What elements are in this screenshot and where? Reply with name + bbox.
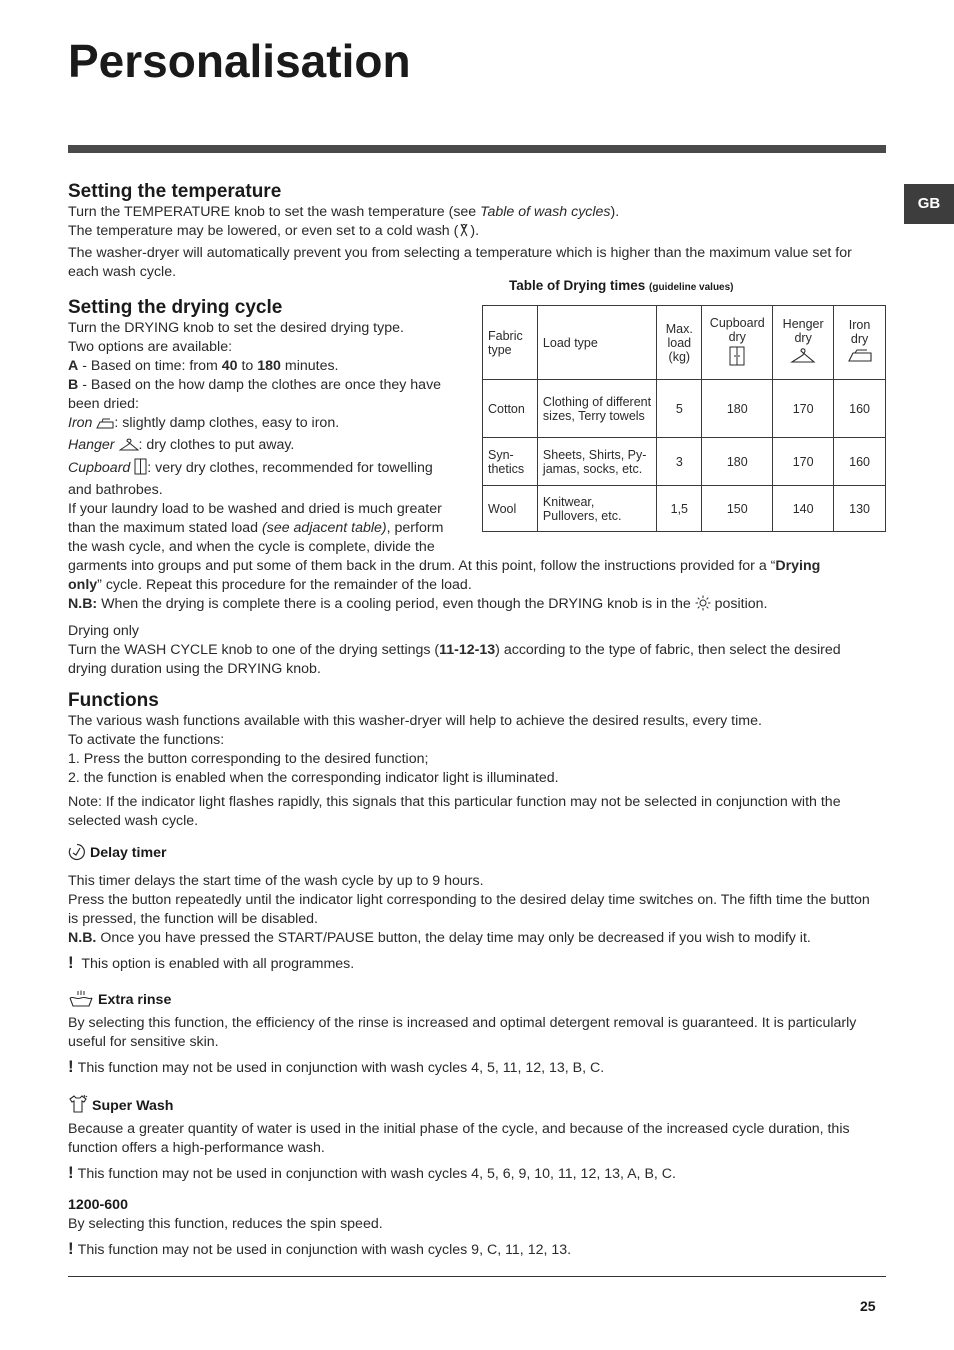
drying-only-heading: Drying only — [68, 623, 139, 639]
super-wash-warning: ! This function may not be used in conjunction with wash cycles 4, 5, 6, 9, 10, 11, 12, 13, A, B, C. — [68, 1163, 676, 1182]
warning-icon: ! — [68, 1239, 74, 1258]
header-max-load: Max. load (kg) — [657, 306, 702, 380]
extra-rinse-icon — [68, 990, 94, 1014]
super-wash-heading: Super Wash — [68, 1094, 886, 1120]
drying-heading: Setting the drying cycle — [68, 297, 283, 318]
page-title: Personalisation — [68, 35, 411, 87]
header-iron-dry: Iron dry — [834, 306, 886, 380]
functions-heading: Functions — [68, 690, 159, 711]
functions-section: Functions The various wash functions available with this washer-dryer will help to achieve the desired results, every time. To activate the functions: 1. Press the button corresponding to the desired function; 2. the function is enabled when the corresponding indicator light is illuminated. Note: If the indicator light flashes rapidly, this signals that this particular function may not be selected in conjunction with the selected wash cycle. Delay timer This timer delays the start time of the wash cycle by up to 9 hours. Press the button repeatedly until the indicator light corresponding to the desired delay time switches on. The fifth time the button is pressed, the function will be disabled. N.B. Once you have pressed the START/PAUSE button, the delay time may only be decreased if you wish to modify it. ! This option is enabled with all programmes. Extra rinse By selecting this function, the efficiency of the rinse is increased and optimal detergent removal is guaranteed. It is particularly useful for sensitive skin. ! This function may not be used in conjunction with wash cycles 4, 5, 11, 12, 13, B, C. Super Wash Because a greater quantity of water is used in the initial phase of the cycle, and because of the increased cycle duration, this function offers a high-performance wash. ! This function may not be used in conjunction with wash cycles 4, 5, 6, 9, 10, 11, 12, 13, A, B, C. 1200-600 By selecting this function, reduces the spin speed. ! This function may not be used in conjunction with wash cycles 9, C, 11, 12, 13. — [68, 690, 886, 1260]
table-row: Cotton Clothing of different sizes, Terry towels 5 180 170 160 — [483, 380, 886, 438]
page-number: 25 — [860, 1298, 876, 1314]
warning-icon: ! — [68, 1163, 74, 1182]
temperature-section — [68, 181, 886, 282]
spin-warning: ! This function may not be used in conjunction with wash cycles 9, C, 11, 12, 13. — [68, 1239, 572, 1258]
table-row: Syn-thetics Sheets, Shirts, Py-jamas, socks, etc. 3 180 170 160 — [483, 438, 886, 486]
temperature-line3: The washer-dryer will automatically prevent you from selecting a temperature which is higher than the maximum value set for — [68, 245, 852, 261]
temperature-line2: The temperature may be lowered, or even set to a cold wash ( ). — [68, 222, 886, 244]
cooling-sun-icon — [695, 595, 711, 617]
drying-section: Setting the drying cycle Turn the DRYING knob to set the desired drying type. Two options are available: A - Based on time: from 40 to 180 minutes. B - Based on the how damp the clothes are once they have been dried: Iron : slightly damp clothes, easy to iron. Hanger : dry clothes to put away. Cupboard : very dry clothes, recommended for towelling and bathrobes. If your laundry load to be washed and dried is much greater than the maximum stated load (see adjacent table), perform the wash cycle, and when the cycle is complete, divide the garments into groups and put some of them back in the drum. At this point, follow the instructions provided for a “Drying only” cycle. Repeat this procedure for the remainder of the load. N.B: When the drying is complete there is a cooling period, even though the DRYING knob is in the position. Drying only Turn the WASH CYCLE knob to one of the drying settings (11-12-13) according to the type of fabric, then select the desired drying duration using the DRYING knob. — [68, 297, 886, 679]
delay-warning: ! This option is enabled with all programmes. — [68, 953, 355, 972]
table-row: Wool Knitwear, Pullovers, etc. 1,5 150 140 130 — [483, 486, 886, 532]
cold-wash-icon — [458, 222, 470, 244]
delay-timer-heading: Delay timer — [68, 843, 886, 867]
spin-speed-heading: 1200-600 — [68, 1197, 128, 1213]
delay-timer-icon — [68, 843, 86, 867]
cupboard-icon — [134, 458, 147, 481]
super-wash-icon — [68, 1094, 88, 1120]
header-hanger-dry: Henger dry — [773, 306, 834, 380]
temperature-heading: Setting the temperature — [68, 181, 282, 202]
hanger-icon — [119, 438, 139, 458]
warning-icon: ! — [68, 953, 74, 972]
rinse-warning: ! This function may not be used in conjunction with wash cycles 4, 5, 11, 12, 13, B, C. — [68, 1057, 605, 1076]
temperature-line1: Turn the TEMPERATURE knob to set the wash temperature (see Table of wash cycles). — [68, 204, 620, 220]
extra-rinse-heading: Extra rinse — [68, 990, 886, 1014]
temperature-line4: each wash cycle. — [68, 264, 177, 280]
language-tab: GB — [904, 184, 954, 224]
header-load-type: Load type — [537, 306, 656, 380]
warning-icon: ! — [68, 1057, 74, 1076]
iron-icon — [96, 417, 114, 436]
title-rule — [68, 145, 886, 153]
footer-rule — [68, 1276, 886, 1277]
header-fabric-type: Fabric type — [483, 306, 538, 380]
header-cupboard-dry: Cupboard dry — [702, 306, 773, 380]
drying-table-caption: Table of Drying times (guideline values) — [509, 278, 734, 293]
